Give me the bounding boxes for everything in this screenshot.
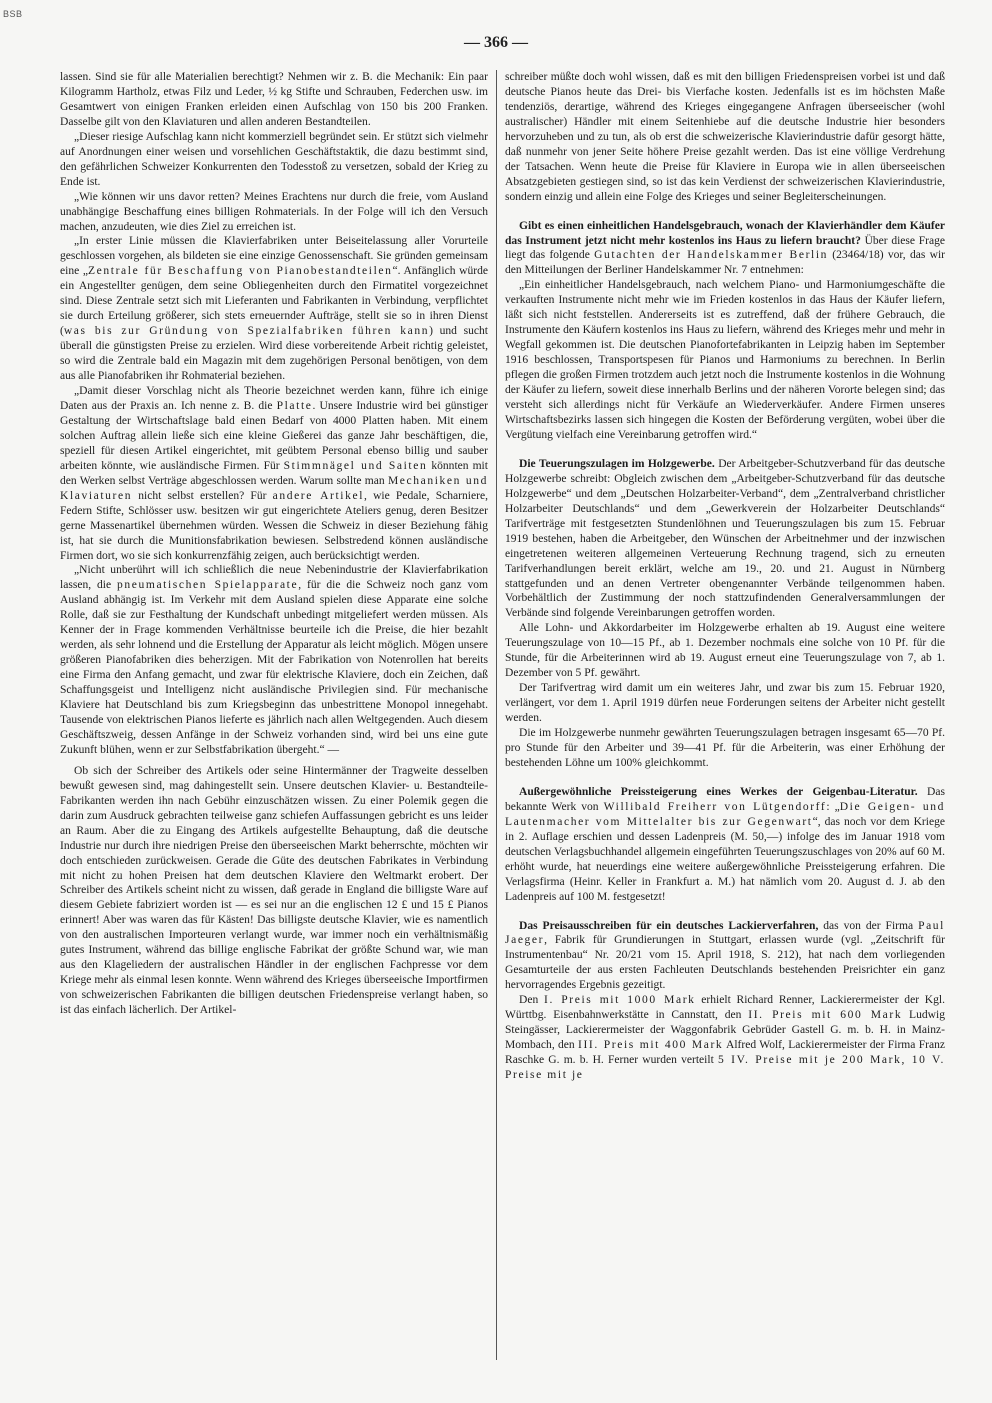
text-run: “. Anfänglich würde ein Angestellter genügen, dem seine Obliegenheiten durch den Firmatitel vorgezeichnet sind. Diese Zentrale setzt sich mit Lieferanten und Fabrikanten in Verbindung, verpflichtet sie durch Erteilung größerer, sich stets erneuernder Aufträge, stellt sie so in ihren Dienst ( — [60, 265, 488, 338]
text-run: Über diese Frage liegt das folgende — [505, 234, 945, 262]
text-run: Alfred Wolf, Lackierermeister der Firma Franz Raschke G. m. b. H. Ferner wurden verteilt — [505, 1039, 945, 1067]
paragraph — [60, 384, 488, 563]
text-run: Das bekannte Werk von — [505, 785, 945, 813]
text-run: erhielt Richard Renner, Lackierermeister der Kgl. Württbg. Eisenbahnwerkstätte in Cannstatt, den — [505, 994, 945, 1022]
text-run: Der Tarifvertrag wird damit um ein weiteres Jahr, und zwar bis zum 15. Februar 1920, verlängert, vor dem 1. April 1919 dürfen neue Forderungen seitens der Arbeiter nicht gestellt werden. — [505, 682, 945, 725]
paragraph — [505, 726, 945, 771]
page-number-header: — 366 — — [464, 34, 528, 51]
library-watermark: BSB — [3, 9, 23, 19]
text-run: „Dieser riesige Aufschlag kann nicht kommerziell begründet sein. Er stützt sich vielmehr auf Anordnungen einer weisen und vorsehlichen Geschäftstaktik, die dazu bestimmt sind, den gefährlichen Schweizer Konkurrenten den Todesstoß zu versetzen, sobald der Krieg zu Ende ist. — [60, 130, 488, 188]
text-run: Alle Lohn- und Akkordarbeiter im Holzgewerbe erhalten ab 19. August eine weitere Teuerungszulage von 10—15 Pf., ab 1. Dezember nochmals eine solche von 10 Pf. für die Stunde, für die Arbeiterinnen wird ab 19. August erneut eine Teuerungszulage von 7, ab 1. Dezember von 5 Pf. gewährt. — [505, 622, 945, 680]
text-run: Zentrale für Beschaffung von Pianobestandteilen — [88, 265, 393, 278]
paragraph — [505, 993, 945, 1083]
text-run: andere Artikel — [272, 489, 365, 502]
text-run: Ludwig Steingässer, Lackierermeister der Waggonfabrik Gebrüder Gastell G. m. b. H. in Mainz-Mombach, den — [505, 1009, 945, 1052]
text-run: Platte — [276, 399, 313, 412]
article-heading: Außergewöhnliche Preissteigerung eines Werkes der Geigenbau-Literatur. — [519, 785, 918, 798]
paragraph — [505, 681, 945, 726]
text-run: Die Geigen- und Lautenmacher vom Mittelalter bis zur Gegenwart — [505, 800, 945, 828]
text-run: Gutachten der Handelskammer Berlin — [594, 249, 829, 262]
paragraph — [60, 764, 488, 1018]
paragraph — [505, 70, 945, 205]
article-heading: Das Preisausschreiben für ein deutsches Lackierverfahren, — [519, 919, 819, 932]
paragraph — [60, 234, 488, 384]
text-run: könnten mit den Werken selbst Verträge abgeschlossen werden. Warum sollte man — [60, 459, 488, 487]
article-heading: Gibt es einen einheitlichen Handelsgebrauch, wonach der Klavierhändler dem Käufer das Instrument jetzt nicht mehr kostenlos ins Haus zu liefern braucht? — [505, 219, 945, 247]
text-run: schreiber müßte doch wohl wissen, daß es mit den billigen Friedenspreisen vorbei ist und daß deutsche Pianos heute das Drei- bis Vierfache kosten. Jedenfalls ist es im höchsten Maße tendenziös, derartige, während des Krieges eingegangene Anfragen überseeischer (wohl australischer) Händler mit einem Seitenhiebe auf die deutsche Industrie hier besonders hervorzuheben und zu tun, als ob erst die schweizerische Klavierindustrie dafür gesorgt hätte, daß nunmehr von jener Seite höhere Preise gezahlt werden. Das ist eine völlige Verdrehung der Tatsachen. Wenn heute die Preise für Klaviere in Europa wie in allen überseeischen Absatzgebieten gestiegen sind, so ist das kein Verdienst der schweizerischen Klavierindustrie, sondern einzig und allein eine Folge des Krieges und seiner Begleiterscheinungen. — [505, 71, 945, 203]
text-run: „Damit dieser Vorschlag nicht als Theorie bezeichnet werden kann, führe ich einige Daten aus der Praxis an. Ich nenne z. B. die — [60, 385, 488, 412]
paragraph — [60, 130, 488, 190]
text-run: ) und sucht überall die günstigsten Preise zu erzielen. Wird diese vorbereitende Arbeit richtig geleistet, so wird die Zentrale bald ein Magazin mit dem zugehörigen Personal benötigen, von dem aus alle Pianofabriken ihr Rohmaterial beziehen. — [60, 325, 488, 383]
text-run: II. Preis mit 600 Mark — [748, 1009, 903, 1022]
text-run: : „ — [826, 800, 840, 813]
paragraph — [505, 785, 945, 905]
column-divider — [496, 70, 497, 1360]
text-run: Den — [519, 994, 544, 1007]
text-run: Mechaniken und Klaviaturen — [60, 474, 488, 502]
text-run: Paul Jaeger — [505, 919, 945, 947]
paragraph — [505, 919, 945, 994]
text-run: Der Arbeitgeber-Schutzverband für das deutsche Holzgewerbe schreibt: Obgleich zwischen dem „Arbeitgeber-Schutzverband für das deutsche Holzgewerbe“ und dem „Deutschen Holzarbeiter-Verband“, dem „Zentralverband christlicher Holzarbeiter Deutschlands“ und dem „Gewerkverein der Holzarbeiter Deutschlands“ Tarifverträge mit festgesetzten Stundenlöhnen und Teuerungszulagen bis zum 15. Februar 1919 bestehen, haben die Arbeitgeber, den Wünschen der Arbeitnehmer und der inzwischen eingetretenen weiteren allgemeinen Verteuerung Rechnung tragend, sich zu erneuten Tarifverhandlungen bereit erklärt, welche am 19., 20. und 21. August in Nürnberg stattgefunden und an denen Vertreter obengenannter Verbände teilgenommen haben. Vorbehältlich der Zustimmung der noch stattzufindenden Generalversammlungen der Verbände sind folgende Vereinbarungen getroffen worden. — [505, 457, 945, 620]
paragraph — [505, 278, 945, 442]
text-run: , Fabrik für Grundierungen in Stuttgart, erlassen wurde (vgl. „Zeitschrift für Instrumentenbau“ Nr. 20/21 vom 15. April 1918, S. 212), hat nach dem vorliegenden Gesamturteile der aus ersten Fachleuten Deutschlands bestehenden Preisrichter ein ganz hervorragendes Ergebnis gezeitigt. — [505, 934, 945, 992]
text-run: das von der Firma — [818, 919, 919, 932]
text-run: , wie Pedale, Scharniere, Federn Stifte, Schlösser usw. besitzen wir gut eingerichtete Ateliers genug, deren Besitzer gerne Massenartikel übernehmen würden. Wessen die Schweiz in dieser Beziehung fähig ist, hat sie durch die Munitionsfabrikation bewiesen. Selbstredend können ausländische Firmen dort, wo sie sich konkurrenzfähig zeigen, auch berücksichtigt werden. — [60, 489, 488, 562]
left-column — [60, 70, 488, 1360]
text-run: lassen. Sind sie für alle Materialien berechtigt? Nehmen wir z. B. die Mechanik: Ein paar Kilogramm Hartholz, etwas Filz und Leder, ½ kg Stifte und Schrauben, Federchen usw. im Gesamtwert von einigen Franken erleiden einen Aufschlag von 150 bis 200 Franken. Dasselbe gilt von den Klaviaturen und allen anderen Bestandteilen. — [60, 71, 488, 128]
text-run: Stimmnägel und Saiten — [283, 459, 428, 472]
text-run: III. Preis mit 400 Mark — [578, 1039, 724, 1052]
text-run: Die im Holzgewerbe nunmehr gewährten Teuerungszulagen betragen insgesamt 65—70 Pf. pro Stunde für den Arbeiter und 39—41 Pf. für die Arbeiterin, was einer Erhöhung der bestehenden Löhne um 100% gleichkommt. — [505, 727, 945, 769]
paragraph — [505, 219, 945, 279]
text-run: „In erster Linie müssen die Klavierfabriken unter Beiseitelassung aller Vorurteile geschlossen vorgehen, als bildeten sie eine einzige Genossenschaft. Sie gründen gemeinsam eine „ — [60, 235, 488, 278]
paragraph — [505, 457, 945, 621]
text-run: Willibald Freiherr von Lütgendorff — [603, 800, 827, 813]
paragraph — [505, 621, 945, 681]
text-run: pneumatischen Spielapparate — [117, 579, 299, 592]
article-heading: Die Teuerungszulagen im Holzgewerbe. — [519, 457, 715, 470]
text-run: was bis zur Gründung von Spezialfabriken führen kann — [63, 325, 430, 338]
text-run: „Nicht unberührt will ich schließlich die neue Nebenindustrie der Klavierfabrikation lassen, die — [60, 564, 488, 592]
text-run: , für die die Schweiz noch ganz vom Ausland abhängig ist. Im Verkehr mit dem Ausland spielen diese Apparate eine solche Rolle, daß sie zur Festhaltung der Kundschaft unbedingt mitgeliefert werden müssen. Als Kenner der in Frage kommenden Verhältnisse beurteile ich die Preise, die hier bezahlt werden, als sehr lohnend und die Erstellung der Apparatur als leicht möglich. Mögen unsere größeren Pianofabriken dies beherzigen. Mit der Fabrikation von Notenrollen hat bereits eine Firma den Anfang gemacht, und zwar für elektrische Klaviere, doch ein Zeichen, daß Schaffungsgeist und Intelligenz nicht ausländische Privilegien sind. Für mechanische Klaviere hat Deutschland bis zum Kriegsbeginn das unbestrittene Monopol innegehabt. Tausende von elektrischen Pianos lieferte es jährlich nach allen Weltgegenden. Auch diesem Geschäftszweig, dessen Anfänge in der Schweiz vorhanden sind, wird bei uns eine gute Zukunft blühen, wenn er zur Selbstfabrikation übergeht.“ — — [60, 579, 488, 756]
text-run: „Wie können wir uns davor retten? Meines Erachtens nur durch die freie, vom Ausland unabhängige Beschaffung eines billigen Rohmaterials. In der Folge will ich den Versuch machen, anzudeuten, wie dies Ziel zu erreichen ist. — [60, 190, 488, 233]
paragraph — [60, 70, 488, 130]
text-run: . Unsere Industrie wird bei günstiger Gestaltung der Wirtschaftslage bald einen Bedarf von 4000 Platten haben. Mit einem solchen Auftrag allein ließe sich eine kleine Gießerei das ganze Jahr beschäftigen, die, speziell für diesen Artikel eingerichtet, mit geübtem Personal ebenso billig und sauber arbeiten könnte, wie ausländische Firmen. Für — [60, 399, 488, 472]
text-run: Ob sich der Schreiber des Artikels oder seine Hintermänner der Tragweite desselben bewußt gewesen sind, mag dahingestellt sein. Unsere deutschen Klavier- u. Bestandteile-Fabrikanten werden ihn nach Gebühr einzuschätzen wissen. Zu einer Polemik gegen die darin zum Ausdruck gebrachten teilweise ganz schiefen Auffassungen gebricht es uns leider an Raum. Aber die zu Eingang des Artikels aufgestellte Behauptung, daß die deutsche Industrie nur durch ihre niedrigen Preise den überseeischen Markt beherrschte, möchten wir doch entschieden zurückweisen. Gerade die Güte des deutschen Fabrikates in Verbindung mit nicht zu hohen Preisen hat dem deutschen Klaviere den Weltmarkt erobert. Der Schreiber des Artikels scheint nicht zu wissen, daß gerade in England die billigste Ware auf diesem Gebiete fabriziert worden ist — es sei nur an die englischen 12 £ und 15 £ Pianos erinnert! Aber was waren das für Kästen! Das billigste deutsche Klavier, wie es namentlich von den australischen Importeuren verlangt wurde, war immer noch ein verhältnismäßig gutes Instrument, während das billige englische Fabrikat der größte Schund war, wie man aus den Klageliedern der australischen Händler in der englischen Fachpresse vor dem Kriege mehr als einmal lesen konnte. Wenn während des Krieges überseeische Importfirmen von schweizerischen Fabrikanten die billigen deutschen Friedenspreise verlangt haben, so ist das einfach lächerlich. Der Artikel- — [60, 764, 488, 1017]
paragraph — [60, 190, 488, 235]
text-run: (23464/18) vor, das wir den Mitteilungen der Berliner Handelskammer Nr. 7 entnehmen: — [505, 249, 945, 277]
text-run: „Ein einheitlicher Handelsgebrauch, nach welchem Piano- und Harmoniumgeschäfte die verkauften Instrumente nicht mehr wie im Frieden kostenlos in das Haus der Käufer liefern, läßt sich nicht feststellen. Andererseits ist es zutreffend, daß der frühere Gebrauch, die Instrumente den Käufern kostenlos ins Haus zu liefern, während des Krieges mehr und mehr in Wegfall gekommen ist. Die deutschen Pianofortefabrikanten in Leipzig haben im September 1916 beschlossen, Transportspesen für Pianos und Harmoniums zu berechnen. In Berlin pflegen die großen Firmen trotzdem auch jetzt noch die Instrumente kostenlos in die Wohnung der Käufer zu liefern, soweit diese innerhalb Berlins und der näheren Vororte belegen sind; das versteht sich allerdings nicht für Verkäufe an Wiederverkäufer. Andere Firmen unseres Wirtschaftsbezirks lassen sich hingegen die Kosten der Beförderung vergüten, wobei über die Vergütung vielfach eine Vereinbarung getroffen wird.“ — [505, 279, 945, 441]
text-run: 5 IV. Preise mit je 200 Mark, 10 V. Preise mit je — [505, 1054, 945, 1082]
text-run: I. Preis mit 1000 Mark — [544, 994, 696, 1007]
right-column — [505, 70, 945, 1360]
text-run: “, das noch vor dem Kriege in 2. Auflage erschien und dessen Ladenpreis (M. 50,—) infolge des im Januar 1918 vom deutschen Verlagsbuchhandel allgemein eingeführten Teuerungszuschlages von 20% auf 60 M. erhöht wurde, hat neuerdings eine weitere außergewöhnliche Preissteigerung erfahren. Die Verlagsfirma (Heinr. Keller in Frankfurt a. M.) hat nämlich vom 20. August d. J. ab den Ladenpreis auf 100 M. festgesetzt! — [505, 815, 945, 903]
text-run: nicht selbst erstellen? Für — [132, 489, 273, 502]
paragraph — [60, 563, 488, 757]
